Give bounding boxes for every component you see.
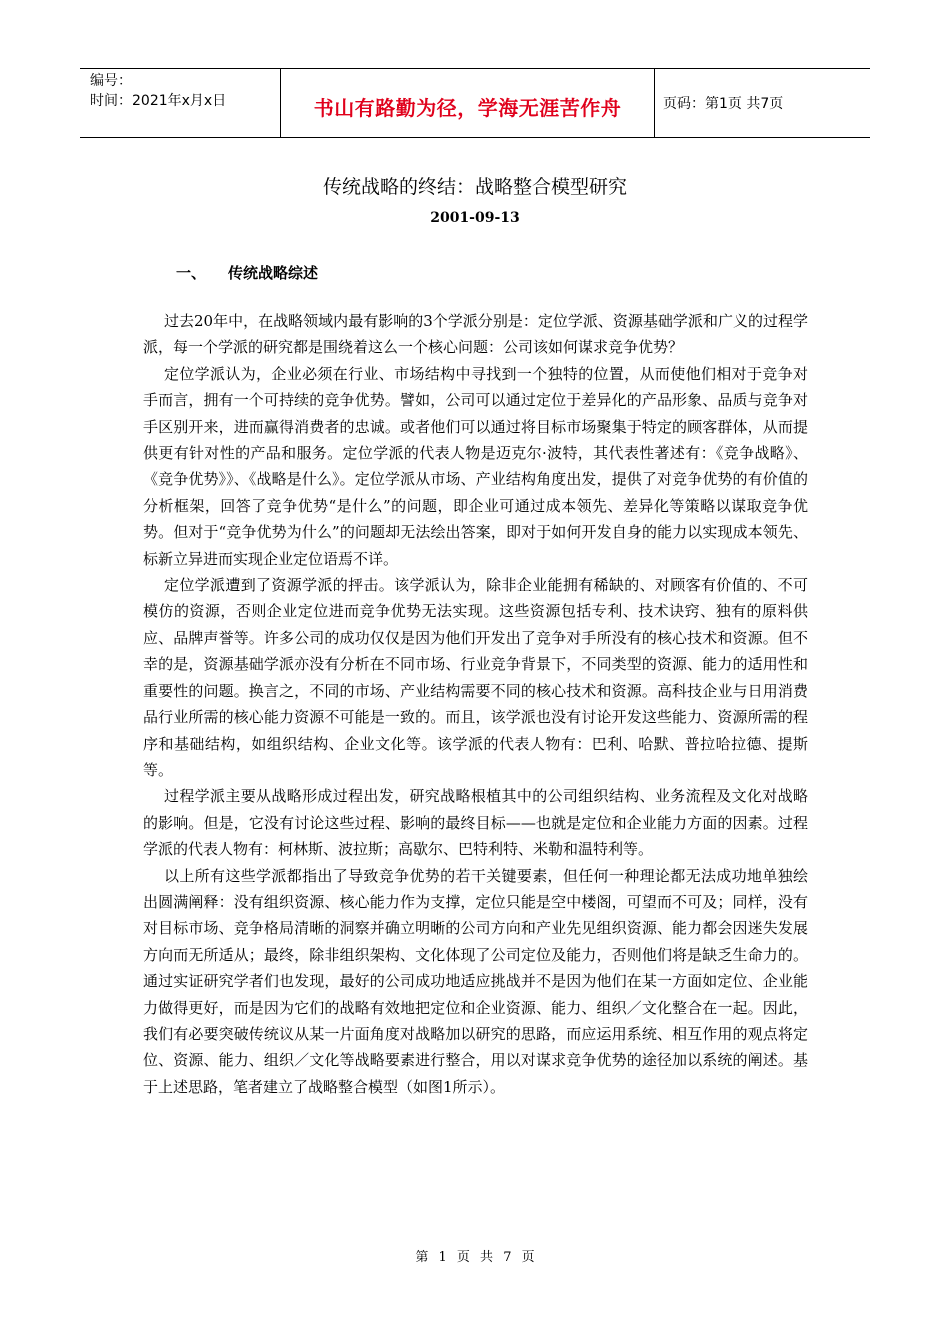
paragraph: 定位学派认为，企业必须在行业、市场结构中寻找到一个独特的位置，从而使他们相对于竞争对手而言，拥有一个可持续的竞争优势。譬如，公司可以通过定位于差异化的产品形象、品质与竞争对手区别开来，进而赢得消费者的忠诚。或者他们可以通过将目标市场聚集于特定的顾客群体，从而提供更有针对性的产品和服务。定位学派的代表人物是迈克尔·波特，其代表性著述有：《竞争战略》、《竞争优势》》、《战略是什么》。定位学派从市场、产业结构角度出发，提供了对竞争优势的有价值的分析框架，回答了竞争优势“是什么”的问题，即企业可通过成本领先、差异化等策略以谋取竞争优势。但对于“竞争优势为什么”的问题却无法绘出答案，即对于如何开发自身的能力以实现成本领先、标新立异进而实现企业定位语焉不详。	[143, 364, 808, 568]
time-label: 时间：2021年x月x日	[90, 93, 227, 109]
section-number: 一、	[176, 264, 207, 282]
number-label: 编号：	[90, 73, 132, 89]
paragraph: 定位学派遭到了资源学派的抨击。该学派认为，除非企业能拥有稀缺的、对顾客有价值的、不可模仿的资源，否则企业定位进而竞争优势无法实现。这些资源包括专利、技术诀窍、独有的原料供应、品牌声誉等。许多公司的成功仅仅是因为他们开发出了竞争对手所没有的核心技术和资源。但不幸的是，资源基础学派亦没有分析在不同市场、行业竞争背景下，不同类型的资源、能力的适用性和重要性的问题。换言之，不同的市场、产业结构需要不同的核心技术和资源。高科技企业与日用消费品行业所需的核心能力资源不可能是一致的。而且，该学派也没有讨论开发这些能力、资源所需的程序和基础结构，如组织结构、企业文化等。该学派的代表人物有：巴利、哈默、普拉哈拉德、提斯等。	[143, 576, 808, 779]
section-title: 传统战略综述	[228, 264, 319, 282]
publish-date: 2001-09-13	[430, 210, 520, 226]
header-page-info-cell	[655, 69, 870, 137]
header-meta	[80, 69, 280, 137]
section-heading	[176, 262, 318, 283]
paragraph: 过去20年中，在战略领域内最有影响的3个学派分别是：定位学派、资源基础学派和广义的过程学派，每一个学派的研究都是围绕着这么一个核心问题：公司该如何谋求竞争优势？	[143, 312, 808, 357]
document-header	[80, 68, 870, 138]
motto: 书山有路勤为径，学海无涯苦作舟	[313, 95, 622, 120]
paragraph: 过程学派主要从战略形成过程出发，研究战略根植其中的公司组织结构、业务流程及文化对战略的影响。但是，它没有讨论这些过程、影响的最终目标——也就是定位和企业能力方面的因素。过程学派的代表人物有：柯林斯、波拉斯；高歇尔、巴特利特、米勒和温特利等。	[143, 787, 808, 859]
article-body	[143, 308, 808, 1100]
page-footer: 第 1 页 共 7 页	[415, 1250, 535, 1265]
paragraph: 以上所有这些学派都指出了导致竞争优势的若干关键要素，但任何一种理论都无法成功地单独绘出圆满阐释：没有组织资源、核心能力作为支撑，定位只能是空中楼阁，可望而不可及；同样，没有对目标市场、竞争格局清晰的洞察并确立明晰的公司方向和产业先见组织资源、能力都会因迷失发展方向而无所适从；最终，除非组织架构、文化体现了公司定位及能力，否则他们将是缺乏生命力的。通过实证研究学者们也发现，最好的公司成功地适应挑战并不是因为他们在某一方面如定位、企业能力做得更好，而是因为它们的战略有效地把定位和企业资源、能力、组织／文化整合在一起。因此，我们有必要突破传统议从某一片面角度对战略加以研究的思路，而应运用系统、相互作用的观点将定位、资源、能力、组织／文化等战略要素进行整合，用以对谋求竞争优势的途径加以系统的阐述。基于上述思路，笔者建立了战略整合模型（如图1所示）。	[143, 866, 808, 1096]
header-motto-cell	[280, 69, 655, 137]
page-info: 页码：第1页 共7页	[663, 96, 784, 112]
page-title: 传统战略的终结：战略整合模型研究	[322, 176, 627, 198]
